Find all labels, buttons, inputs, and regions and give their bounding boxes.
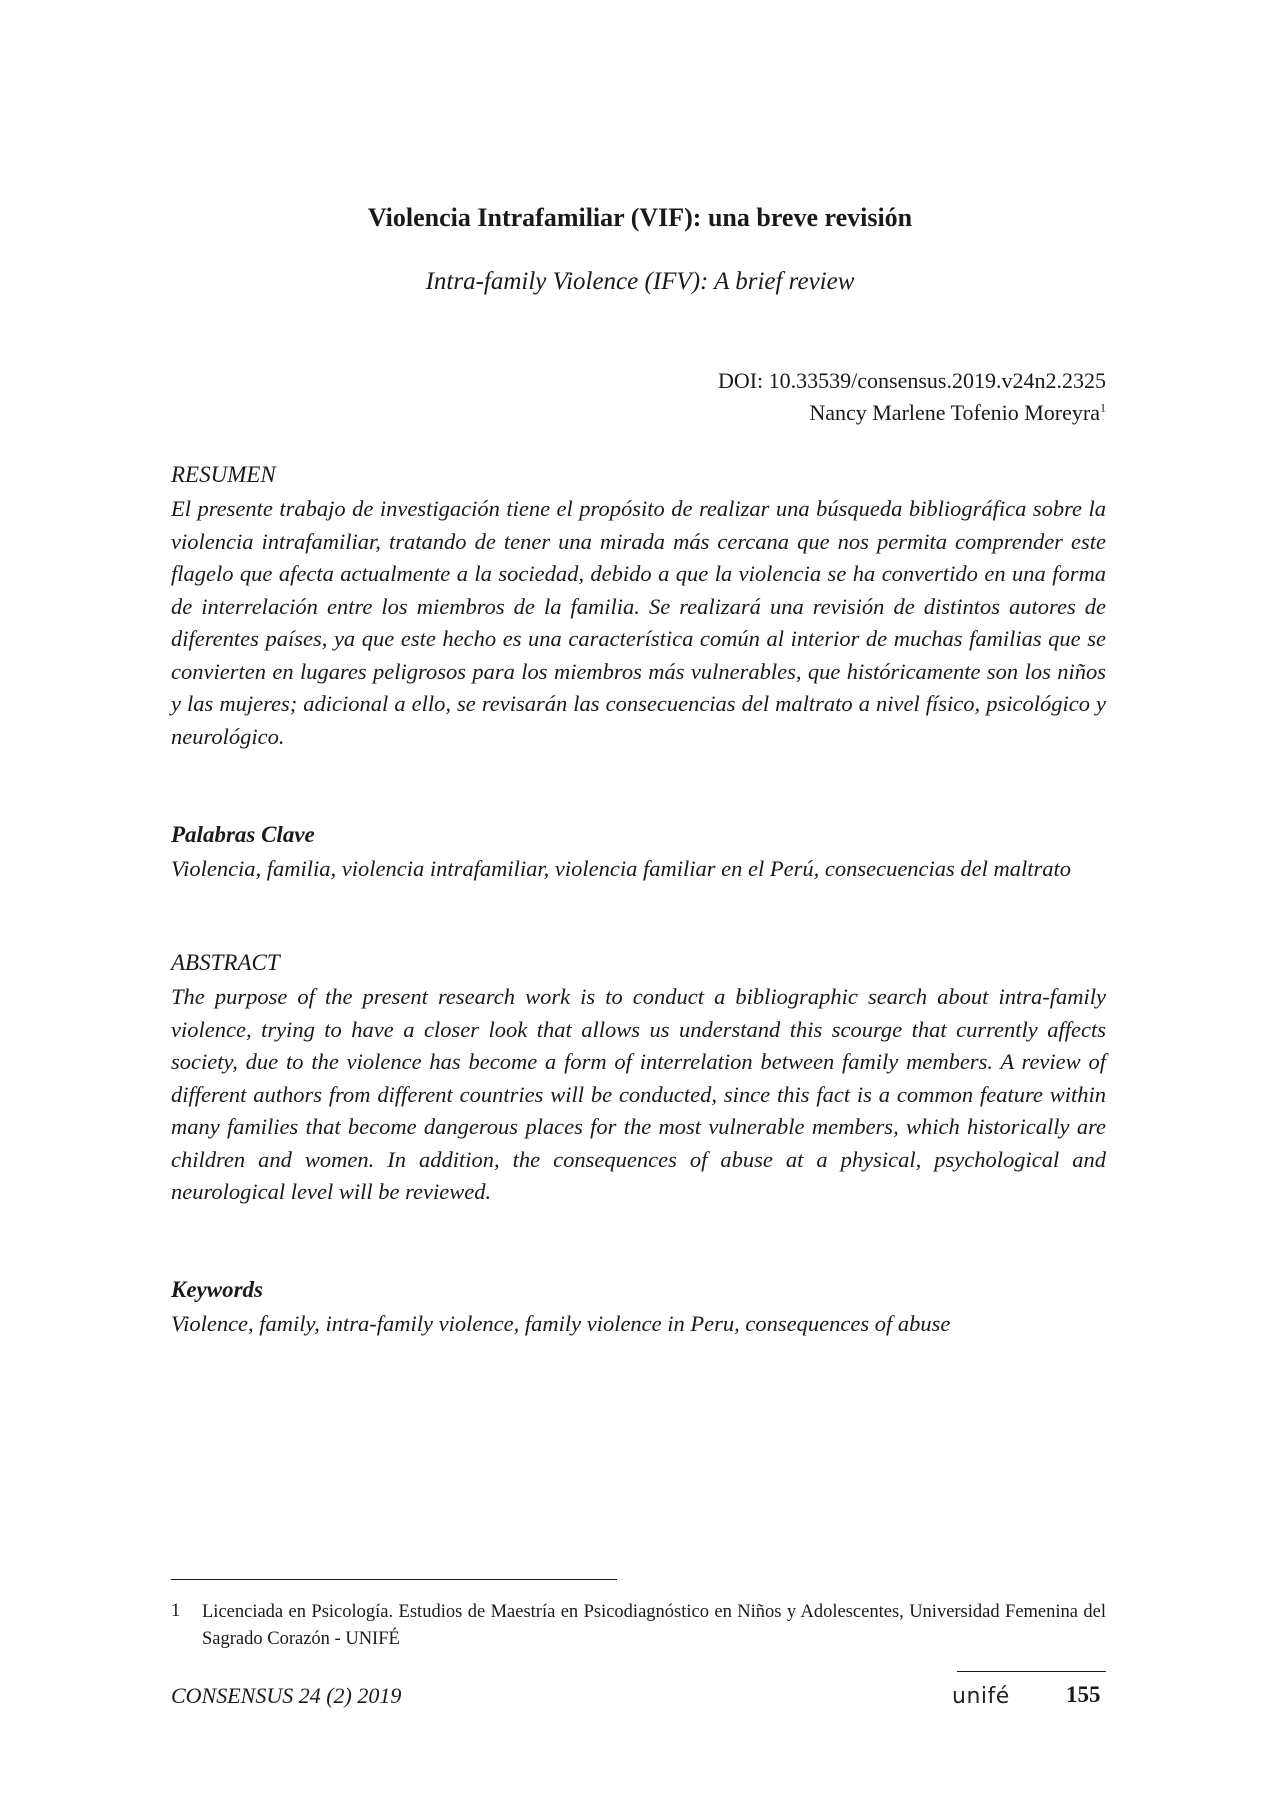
abstract-text: The purpose of the present research work is to conduct a bibliographic search about intra-family violence, trying to have a closer look that allows us understand this scourge that currently affects society, due to the violence has become a form of interrelation between family members. A review of different authors from different countries will be conducted, since this fact is a common feature within many families that become dangerous places for the most vulnerable members, which historically are children and women. In addition, the consequences of abuse at a physical, psychological and neurological level will be reviewed. [171, 984, 1106, 1204]
footnote-divider [171, 1579, 617, 1580]
keywords-text: Violence, family, intra-family violence, family violence in Peru, consequences of abuse [171, 1311, 951, 1336]
article-subtitle: Intra-family Violence (IFV): A brief review [425, 268, 855, 295]
abstract-heading: ABSTRACT [171, 950, 280, 975]
resumen-text: El presente trabajo de investigación tiene el propósito de realizar una búsqueda bibliográfica sobre la violencia intrafamiliar, tratando de tener una mirada más cercana que nos permita comprender este flagelo que afecta actualmente a la sociedad, debido a que la violencia se ha convertido en una forma de interrelación entre los miembros de la familia. Se realizará una revisión de distintos autores de diferentes países, ya que este hecho es una característica común al interior de muchas familias que se convierten en lugares peligrosos para los miembros más vulnerables, que históricamente son los niños y las mujeres; adicional a ello, se revisarán las consecuencias del maltrato a nivel físico, psicológico y neurológico. [171, 496, 1106, 749]
palabras-clave-text: Violencia, familia, violencia intrafamiliar, violencia familiar en el Perú, consecuencias del maltrato [171, 856, 1072, 881]
footnote-number: 1 [171, 1601, 181, 1621]
doi: DOI: 10.33539/consensus.2019.v24n2.2325 [717, 368, 1106, 393]
journal-citation: CONSENSUS 24 (2) 2019 [171, 1683, 402, 1708]
author-line [809, 400, 1106, 426]
page-number: 155 [1066, 1682, 1101, 1707]
author-footnote-marker: 1 [1100, 400, 1106, 415]
footer-divider [957, 1671, 1106, 1672]
palabras-clave-heading: Palabras Clave [171, 822, 315, 847]
article-title: Violencia Intrafamiliar (VIF): una breve revisión [367, 203, 913, 232]
unife-logo: unifé [952, 1684, 1010, 1709]
resumen-heading: RESUMEN [171, 462, 276, 487]
footnote-text: Licenciada en Psicología. Estudios de Maestría en Psicodiagnóstico en Niños y Adolescentes, Universidad Femenina del Sagrado Corazón - UNIFÉ [202, 1602, 1106, 1649]
author-name: Nancy Marlene Tofenio Moreyra [809, 400, 1100, 425]
keywords-heading: Keywords [171, 1277, 263, 1302]
